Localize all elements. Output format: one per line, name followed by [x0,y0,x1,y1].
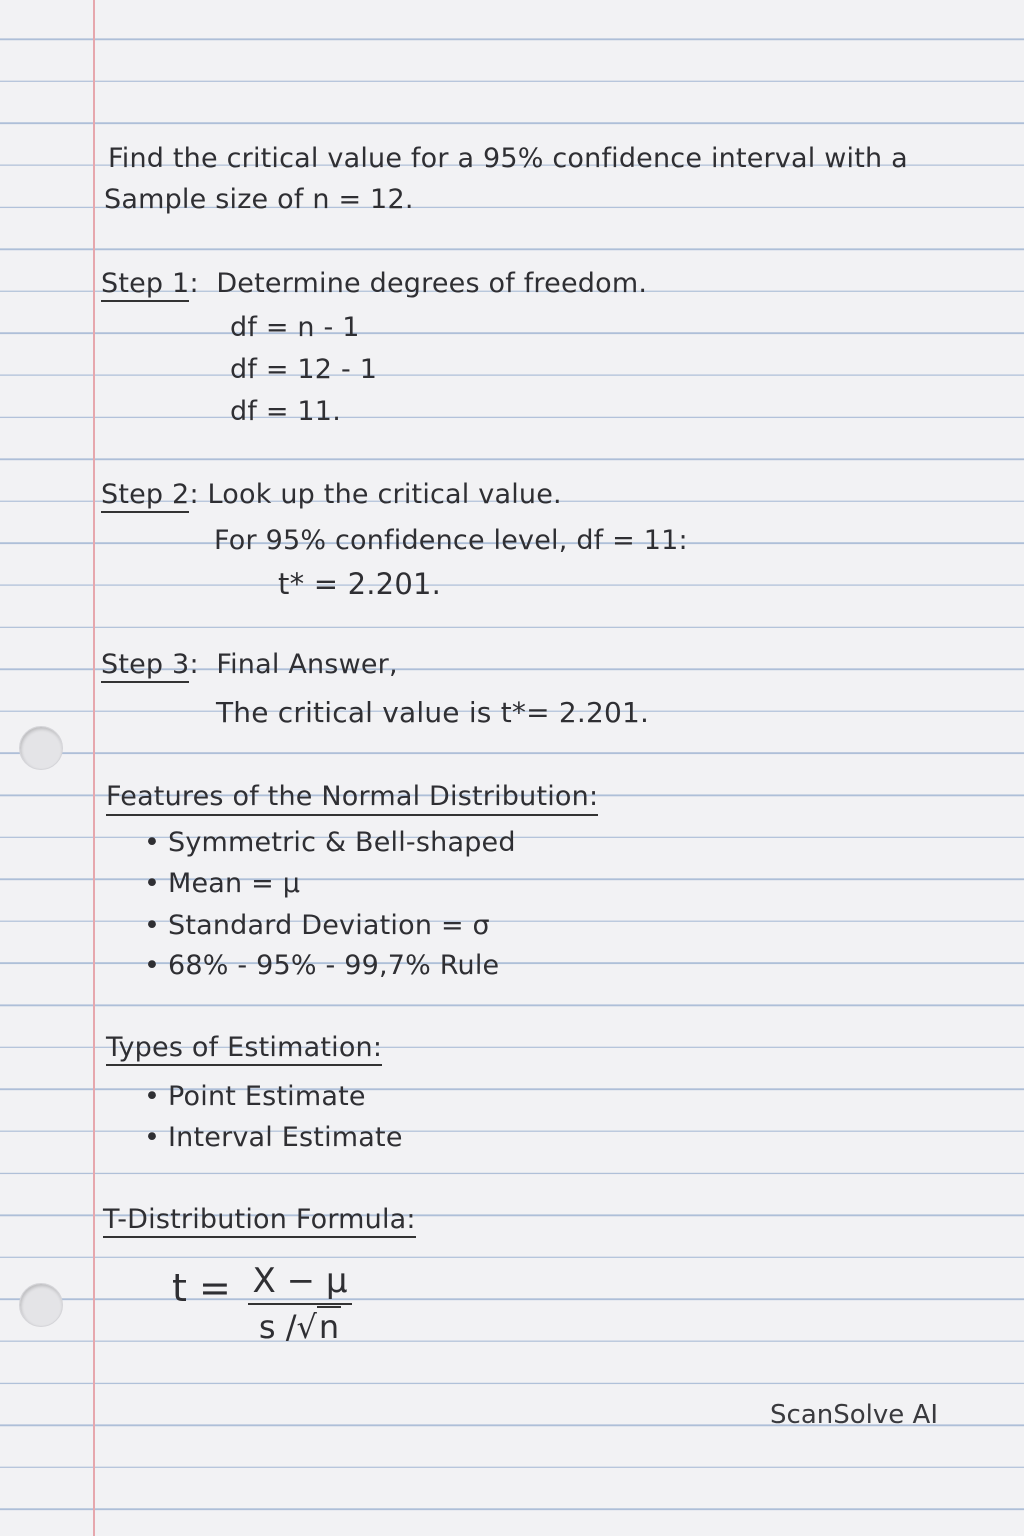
features-heading-text: Features of the Normal Distribution: [106,780,598,816]
tdist-heading [103,1203,416,1237]
step1-label: Step 1 [101,268,189,302]
formula-lhs: t = [172,1266,231,1310]
features-item-3 [144,909,490,943]
sqrt-icon: √ [296,1308,317,1346]
features-heading [106,780,598,816]
step2-label: Step 2 [101,479,189,513]
estimation-item-text: Interval Estimate [168,1122,403,1153]
tdist-heading-text: T-Distribution Formula: [103,1204,416,1238]
step3-title: Final Answer, [216,649,398,680]
features-item-1 [144,826,516,860]
step1-line-3: df = 11. [230,396,341,427]
features-item-text: Symmetric & Bell-shaped [168,827,516,858]
step3-label: Step 3 [101,649,189,683]
step1-title: Determine degrees of freedom. [216,268,648,299]
features-item-2 [144,867,300,901]
estimation-heading [106,1031,382,1065]
features-item-text: Mean = μ [168,868,301,899]
punch-hole-lower [19,1283,63,1327]
bullet-icon: • [144,1081,161,1112]
problem-line-1: Find the critical value for a 95% confidence interval with a [108,143,908,174]
step2-line-1: For 95% confidence level, df = 11: [214,525,688,556]
formula-fraction [248,1262,352,1346]
punch-hole-upper [19,726,63,770]
bullet-icon: • [144,868,161,899]
bullet-icon: • [144,950,161,981]
bullet-icon: • [144,910,161,941]
problem-line-2: Sample size of n = 12. [104,184,414,215]
denominator-s: s / [258,1308,297,1346]
step1-header: Step 1: Determine degrees of freedom. [101,267,647,301]
bullet-icon: • [144,827,161,858]
fraction-bar [248,1303,352,1305]
estimation-item-2 [144,1121,403,1155]
features-item-4 [144,949,499,983]
step3-line-1: The critical value is t*= 2.201. [216,696,650,729]
step1-line-1: df = n - 1 [230,312,360,343]
formula-denominator [248,1308,352,1346]
step1-line-2: df = 12 - 1 [230,354,378,385]
watermark: ScanSolve AI [770,1400,938,1430]
features-item-text: Standard Deviation = σ [168,910,490,941]
formula-numerator: X − μ [252,1261,348,1301]
estimation-item-text: Point Estimate [168,1081,366,1112]
estimation-item-1 [144,1080,366,1114]
bullet-icon: • [144,1122,161,1153]
step2-line-2: t* = 2.201. [278,567,442,601]
step2-title: Look up the critical value. [207,479,562,510]
step3-header: Step 3: Final Answer, [101,648,398,682]
denominator-radicand: n [318,1308,340,1346]
estimation-heading-text: Types of Estimation: [106,1032,382,1066]
features-item-text: 68% - 95% - 99,7% Rule [168,950,500,981]
margin-line [93,0,95,1536]
step2-header: Step 2: Look up the critical value. [101,478,562,512]
